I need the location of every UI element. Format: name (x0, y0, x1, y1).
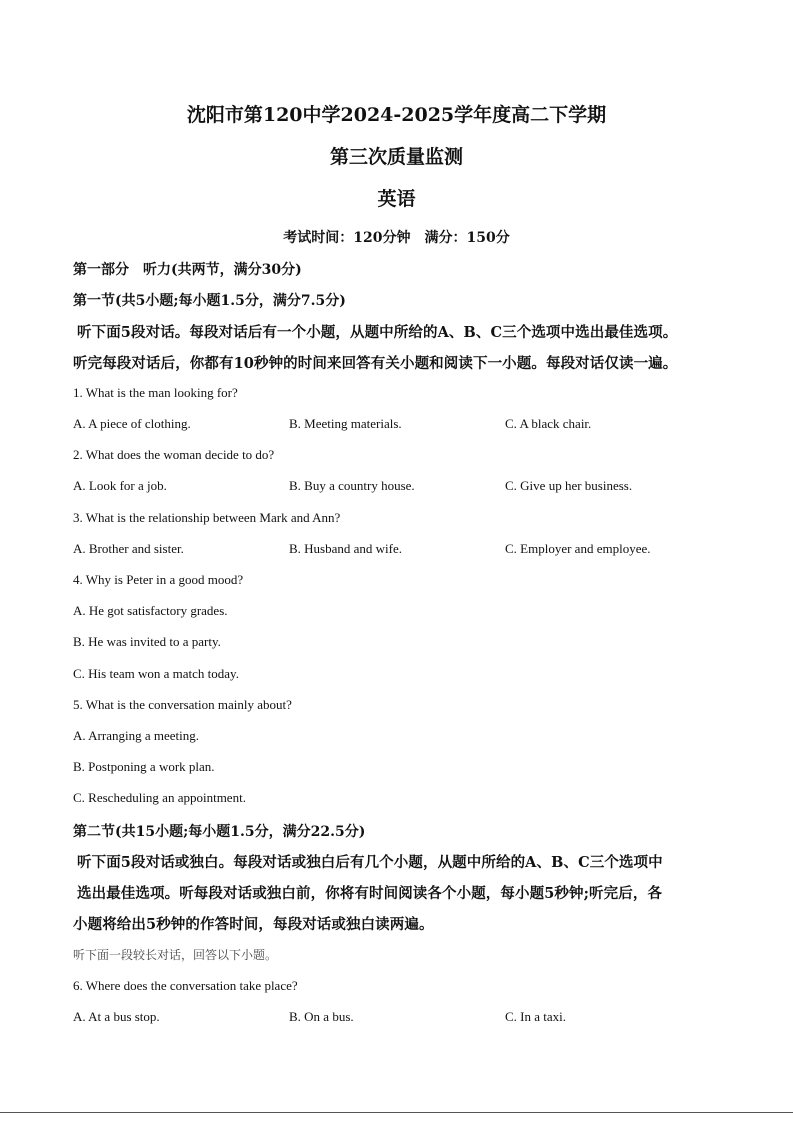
option-b: B. Postponing a work plan. (73, 759, 215, 774)
option-b: B. Buy a country house. (289, 478, 415, 493)
page-bottom-rule (0, 1112, 793, 1113)
exam-subtitle: 第三次质量监测 (329, 146, 463, 168)
section2-note: 听下面一段较长对话，回答以下小题。 (73, 948, 278, 962)
section2-instruction-1: 听下面5段对话或独白。每段对话或独白后有几个小题，从题中所给的A、B、C三个选项中 (77, 854, 663, 871)
option-a: A. Brother and sister. (73, 541, 184, 556)
section1-instruction-2: 听完每段对话后，你都有10秒钟的时间来回答有关小题和阅读下一小题。每段对话仅读一遍。 (73, 355, 678, 372)
exam-title: 沈阳市第120中学2024-2025学年度高二下学期 (186, 104, 607, 126)
section2-instruction-3: 小题将给出5秒钟的作答时间，每段对话或独白读两遍。 (73, 916, 434, 933)
option-c: C. Rescheduling an appointment. (73, 790, 246, 805)
question-stem: 3. What is the relationship between Mark and Ann? (73, 510, 341, 525)
exam-meta: 考试时间：120分钟 满分：150分 (283, 230, 510, 246)
option-c: C. His team won a match today. (73, 666, 239, 681)
section1-instruction-1: 听下面5段对话。每段对话后有一个小题，从题中所给的A、B、C三个选项中选出最佳选项。 (77, 324, 678, 341)
question-stem: 5. What is the conversation mainly about? (73, 697, 292, 712)
option-c: C. A black chair. (505, 416, 592, 431)
option-c: C. Give up her business. (505, 478, 633, 493)
section1-heading: 第一节(共5小题;每小题1.5分，满分7.5分) (73, 293, 346, 309)
option-b: B. He was invited to a party. (73, 634, 221, 649)
option-a: A. He got satisfactory grades. (73, 603, 228, 618)
option-b: B. On a bus. (289, 1009, 354, 1024)
subject-title: 英语 (377, 188, 416, 210)
option-a: A. Arranging a meeting. (73, 728, 199, 743)
option-a: A. Look for a job. (73, 478, 167, 493)
option-b: B. Meeting materials. (289, 416, 402, 431)
option-a: A. A piece of clothing. (73, 416, 191, 431)
part1-heading: 第一部分 听力(共两节，满分30分) (73, 262, 302, 278)
option-b: B. Husband and wife. (289, 541, 403, 556)
section2-heading: 第二节(共15小题;每小题1.5分，满分22.5分) (73, 824, 366, 840)
question-stem: 1. What is the man looking for? (73, 385, 238, 400)
question-stem: 2. What does the woman decide to do? (73, 447, 275, 462)
option-a: A. At a bus stop. (73, 1009, 160, 1024)
section2-instruction-2: 选出最佳选项。听每段对话或独白前，你将有时间阅读各个小题，每小题5秒钟;听完后，各 (77, 885, 663, 902)
question-stem: 6. Where does the conversation take place? (73, 978, 298, 993)
question-stem: 4. Why is Peter in a good mood? (73, 572, 244, 587)
option-c: C. Employer and employee. (505, 541, 651, 556)
option-c: C. In a taxi. (505, 1009, 567, 1024)
